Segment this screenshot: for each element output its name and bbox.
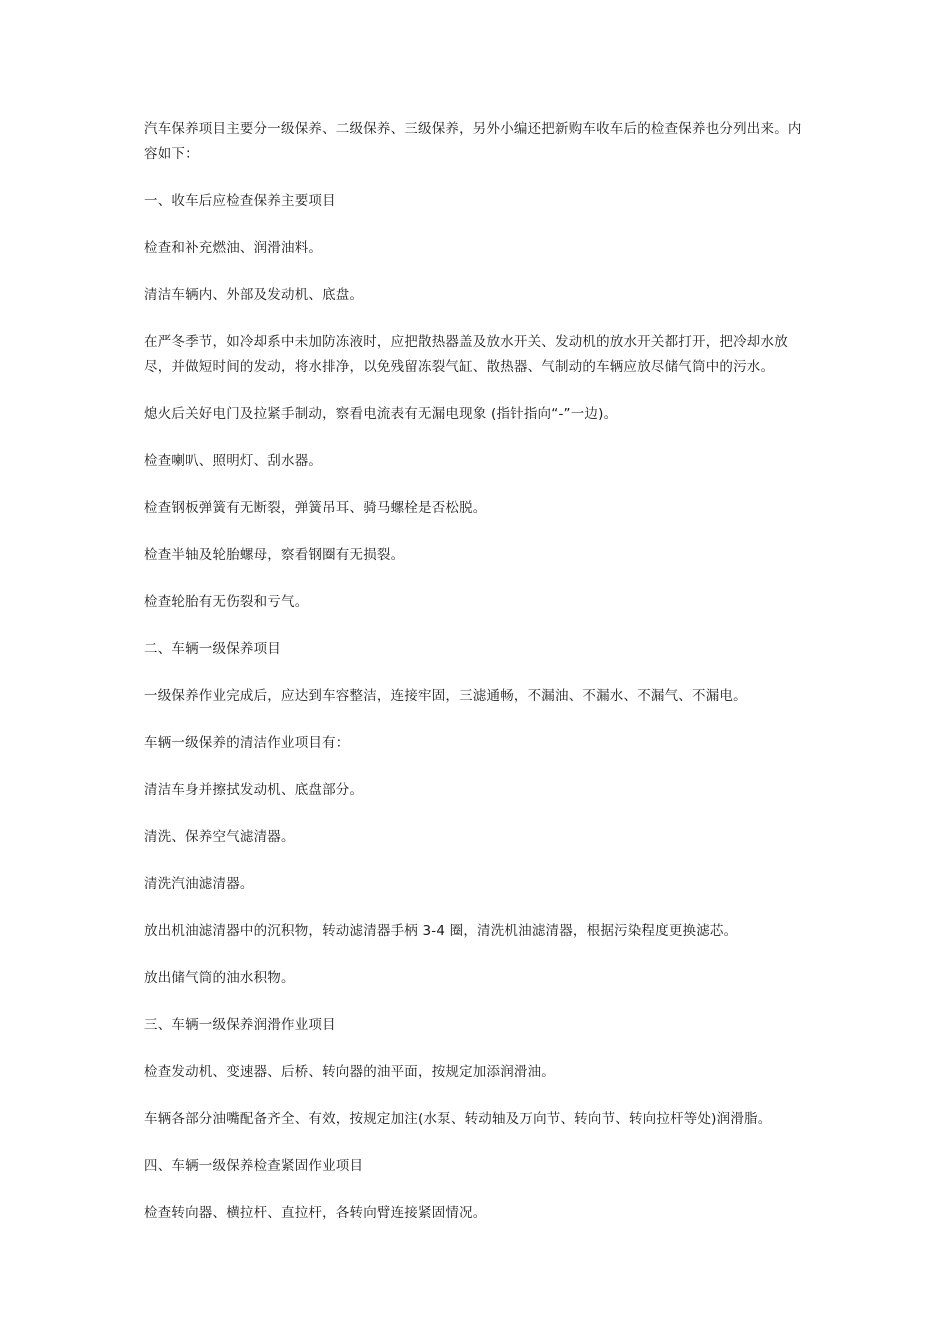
- paragraph: 检查发动机、变速器、后桥、转向器的油平面，按规定加添润滑油。: [144, 1064, 555, 1080]
- paragraph: 放出储气筒的油水积物。: [144, 970, 295, 986]
- paragraph: 熄火后关好电门及拉紧手制动，察看电流表有无漏电现象 (指针指向“-”一边)。: [144, 406, 618, 422]
- paragraph: 检查和补充燃油、润滑油料。: [144, 240, 323, 256]
- paragraph: 车辆一级保养的清洁作业项目有：: [144, 735, 350, 751]
- paragraph: 车辆各部分油嘴配备齐全、有效，按规定加注(水泵、转动轴及万向节、转向节、转向拉杆等处)润滑脂。: [144, 1111, 772, 1127]
- paragraph: 汽车保养项目主要分一级保养、二级保养、三级保养，另外小编还把新购车收车后的检查保养也分列出来。内容如下：: [144, 121, 802, 162]
- section-heading: 二、车辆一级保养项目: [144, 641, 281, 657]
- section-heading: 三、车辆一级保养润滑作业项目: [144, 1017, 336, 1033]
- paragraph: 在严冬季节，如冷却系中未加防冻液时，应把散热器盖及放水开关、发动机的放水开关都打开，把冷却水放尽，并做短时间的发动，将水排净，以免残留冻裂气缸、散热器、气制动的车辆应放尽储气筒中的污水。: [144, 334, 788, 375]
- document-body: [144, 117, 814, 1248]
- section-heading: 一、收车后应检查保养主要项目: [144, 193, 336, 209]
- paragraph: 清洁车辆内、外部及发动机、底盘。: [144, 287, 364, 303]
- paragraph: 清洗、保养空气滤清器。: [144, 829, 295, 845]
- paragraph: 检查钢板弹簧有无断裂，弹簧吊耳、骑马螺栓是否松脱。: [144, 500, 487, 516]
- paragraph: 一级保养作业完成后，应达到车容整洁，连接牢固，三滤通畅，不漏油、不漏水、不漏气、不漏电。: [144, 688, 747, 704]
- paragraph: 检查轮胎有无伤裂和亏气。: [144, 594, 309, 610]
- section-heading: 四、车辆一级保养检查紧固作业项目: [144, 1158, 364, 1174]
- paragraph: 清洗汽油滤清器。: [144, 876, 254, 892]
- paragraph: 检查喇叭、照明灯、刮水器。: [144, 453, 323, 469]
- paragraph: 放出机油滤清器中的沉积物，转动滤清器手柄 3-4 圈，清洗机油滤清器，根据污染程度更换滤芯。: [144, 923, 738, 939]
- paragraph: 检查半轴及轮胎螺母，察看钢圈有无损裂。: [144, 547, 405, 563]
- paragraph: 清洁车身并擦拭发动机、底盘部分。: [144, 782, 364, 798]
- paragraph: 检查转向器、横拉杆、直拉杆，各转向臂连接紧固情况。: [144, 1205, 487, 1221]
